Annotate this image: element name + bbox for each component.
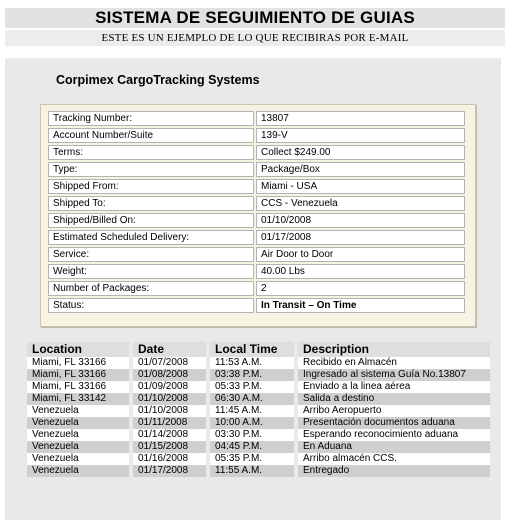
info-label: Service: <box>48 247 254 262</box>
info-label: Status: <box>48 298 254 313</box>
column-header-date: Date <box>131 342 208 357</box>
event-time: 03:30 P.M. <box>208 429 296 441</box>
event-description: Salida a destino <box>296 393 490 405</box>
info-label: Tracking Number: <box>48 111 254 126</box>
event-row <box>27 441 490 453</box>
info-label: Number of Packages: <box>48 281 254 296</box>
event-time: 06:30 A.M. <box>208 393 296 405</box>
info-value: 2 <box>256 281 465 296</box>
event-location: Venezuela <box>27 441 131 453</box>
event-description: Recibido en Almacén <box>296 357 490 369</box>
info-value: 40.00 Lbs <box>256 264 465 279</box>
info-value: Air Door to Door <box>256 247 465 262</box>
event-time: 03:38 P.M. <box>208 369 296 381</box>
event-date: 01/10/2008 <box>131 405 208 417</box>
event-description: Ingresado al sistema Guía No.13807 <box>296 369 490 381</box>
event-time: 11:45 A.M. <box>208 405 296 417</box>
info-row-shipped-to <box>48 196 465 211</box>
event-date: 01/16/2008 <box>131 453 208 465</box>
info-row-type <box>48 162 465 177</box>
page-title: SISTEMA DE SEGUIMIENTO DE GUIAS <box>5 8 505 28</box>
event-location: Miami, FL 33166 <box>27 369 131 381</box>
event-date: 01/07/2008 <box>131 357 208 369</box>
event-time: 05:33 P.M. <box>208 381 296 393</box>
event-location: Miami, FL 33166 <box>27 357 131 369</box>
event-row <box>27 453 490 465</box>
info-row-terms <box>48 145 465 160</box>
info-value: Collect $249.00 <box>256 145 465 160</box>
event-date: 01/08/2008 <box>131 369 208 381</box>
info-row-tracking-number <box>48 111 465 126</box>
page-subtitle: ESTE ES UN EJEMPLO DE LO QUE RECIBIRAS POR E-MAIL <box>5 30 505 46</box>
status-value: In Transit – On Time <box>256 298 465 313</box>
info-value: Miami - USA <box>256 179 465 194</box>
info-row-status <box>48 298 465 313</box>
event-row <box>27 417 490 429</box>
company-name: Corpimex CargoTracking Systems <box>56 73 260 87</box>
info-value: 13807 <box>256 111 465 126</box>
event-description: Esperando reconocimiento aduana <box>296 429 490 441</box>
event-row <box>27 357 490 369</box>
column-header-description: Description <box>296 342 490 357</box>
event-description: Presentación documentos aduana <box>296 417 490 429</box>
event-row <box>27 393 490 405</box>
info-row-estimated-delivery <box>48 230 465 245</box>
info-label: Type: <box>48 162 254 177</box>
info-value: 139-V <box>256 128 465 143</box>
info-label: Estimated Scheduled Delivery: <box>48 230 254 245</box>
event-location: Venezuela <box>27 405 131 417</box>
event-location: Miami, FL 33142 <box>27 393 131 405</box>
event-description: Arribo Aeropuerto <box>296 405 490 417</box>
info-value: 01/17/2008 <box>256 230 465 245</box>
event-location: Venezuela <box>27 453 131 465</box>
info-label: Account Number/Suite <box>48 128 254 143</box>
event-time: 11:55 A.M. <box>208 465 296 477</box>
event-row <box>27 381 490 393</box>
event-time: 04:45 P.M. <box>208 441 296 453</box>
event-date: 01/17/2008 <box>131 465 208 477</box>
event-date: 01/14/2008 <box>131 429 208 441</box>
event-location: Venezuela <box>27 417 131 429</box>
info-label: Terms: <box>48 145 254 160</box>
info-value: CCS - Venezuela <box>256 196 465 211</box>
event-time: 10:00 A.M. <box>208 417 296 429</box>
info-row-shipped-from <box>48 179 465 194</box>
info-row-service <box>48 247 465 262</box>
event-description: Enviado a la linea aérea <box>296 381 490 393</box>
info-value: 01/10/2008 <box>256 213 465 228</box>
info-label: Shipped To: <box>48 196 254 211</box>
event-time: 05:35 P.M. <box>208 453 296 465</box>
event-row <box>27 405 490 417</box>
column-header-location: Location <box>27 342 131 357</box>
events-header-row <box>27 342 490 357</box>
event-description: Arribo almacén CCS. <box>296 453 490 465</box>
info-label: Shipped From: <box>48 179 254 194</box>
event-row <box>27 465 490 477</box>
event-date: 01/09/2008 <box>131 381 208 393</box>
event-location: Venezuela <box>27 429 131 441</box>
event-row <box>27 369 490 381</box>
event-date: 01/10/2008 <box>131 393 208 405</box>
info-row-weight <box>48 264 465 279</box>
info-row-number-of-packages <box>48 281 465 296</box>
event-row <box>27 429 490 441</box>
column-header-local-time: Local Time <box>208 342 296 357</box>
event-time: 11:53 A.M. <box>208 357 296 369</box>
tracking-info-table <box>46 109 467 315</box>
info-label: Weight: <box>48 264 254 279</box>
event-date: 01/15/2008 <box>131 441 208 453</box>
event-location: Venezuela <box>27 465 131 477</box>
info-label: Shipped/Billed On: <box>48 213 254 228</box>
event-location: Miami, FL 33166 <box>27 381 131 393</box>
event-description: En Aduana <box>296 441 490 453</box>
info-value: Package/Box <box>256 162 465 177</box>
tracking-events-table <box>27 342 490 477</box>
event-description: Entregado <box>296 465 490 477</box>
info-row-shipped-billed-on <box>48 213 465 228</box>
info-row-account-number <box>48 128 465 143</box>
event-date: 01/11/2008 <box>131 417 208 429</box>
